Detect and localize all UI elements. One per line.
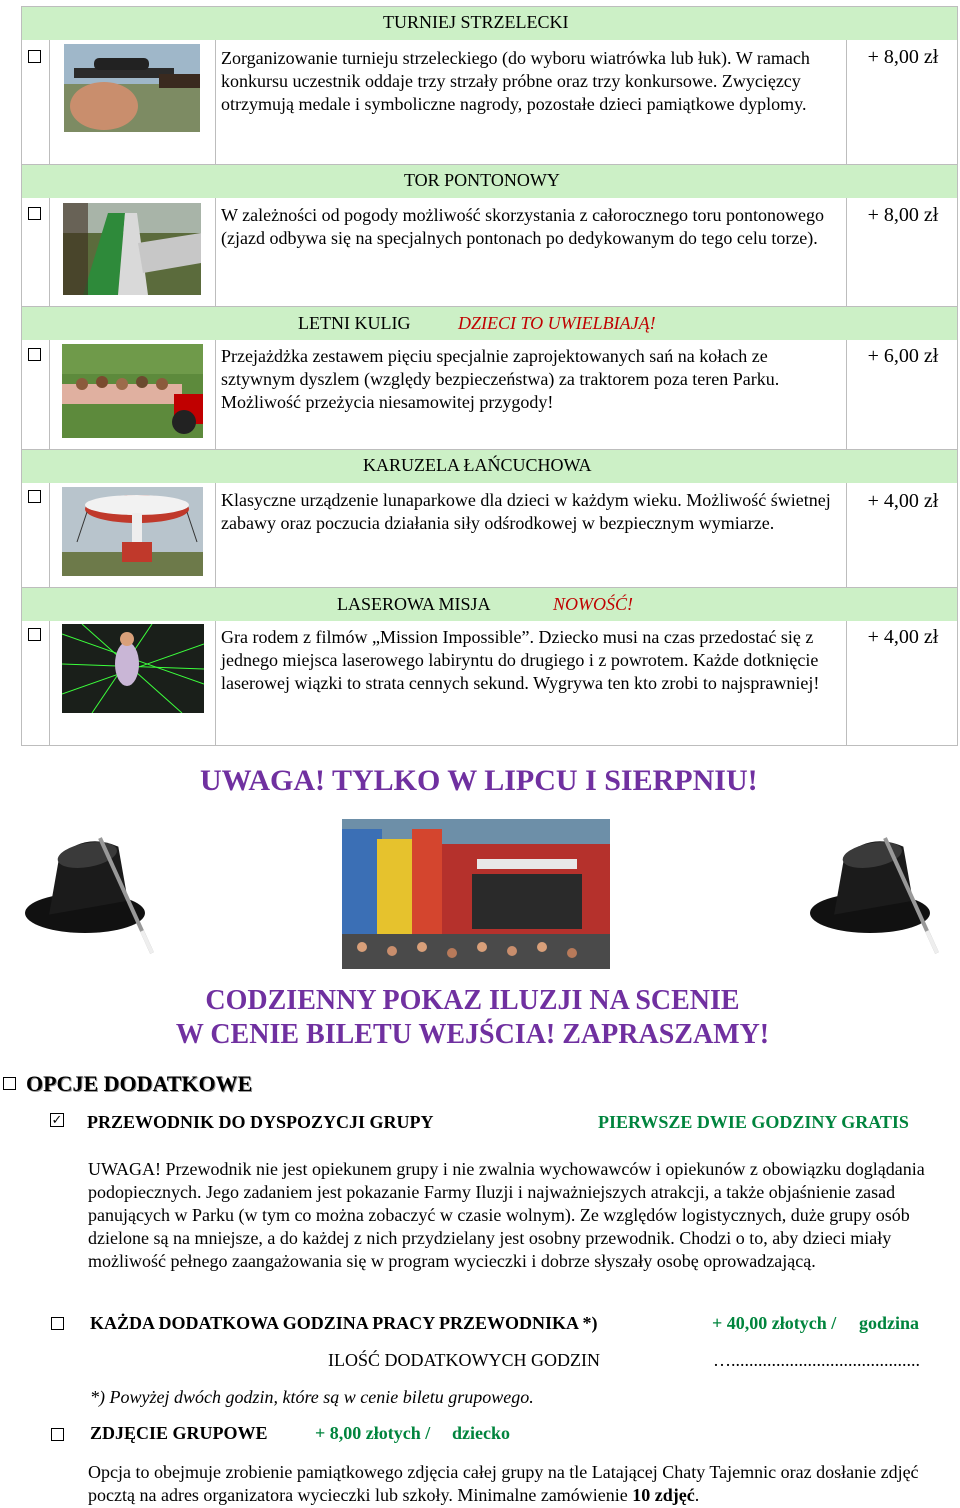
activity-price: + 8,00 zł (867, 204, 939, 226)
chain-carousel-photo (62, 487, 203, 576)
activity-title: TURNIEJ STRZELECKI (383, 12, 569, 32)
activity-checkbox[interactable] (28, 628, 41, 641)
options-checkbox[interactable] (3, 1077, 16, 1090)
guide-checkbox-checked[interactable]: ✓ (51, 1112, 63, 1127)
activity-price: + 4,00 zł (867, 490, 939, 512)
activity-checkbox[interactable] (28, 207, 41, 220)
hours-count-input[interactable]: ….......................................... (713, 1350, 920, 1370)
magic-show-line2: W CENIE BILETU WEJŚCIA! ZAPRASZAMY! (175, 1019, 770, 1050)
group-photo-note (88, 1461, 933, 1507)
group-photo-note-text: Opcja to obejmuje zrobienie pamiątkowego zdjęcia całej grupy na tle Latającej Chaty Tajemnic oraz dosłanie zdjęć pocztą na adres organizatora wycieczki lub szkoły. Minimalne zamówienie (88, 1462, 919, 1505)
shooting-photo (64, 44, 200, 132)
extra-hour-price: + 40,00 złotych / (712, 1313, 837, 1333)
extra-hour-label: KAŻDA DODATKOWA GODZINA PRACY PRZEWODNIKA *) (90, 1313, 598, 1333)
activity-checkbox[interactable] (28, 490, 41, 503)
guide-free-hours: PIERWSZE DWIE GODZINY GRATIS (598, 1112, 909, 1132)
activity-price: + 8,00 zł (867, 46, 939, 68)
activity-description: Klasyczne urządzenie lunaparkowe dla dzieci w każdym wieku. Możliwość świetnej zabawy oraz poczucia działania siły odśrodkowej w bezpiecznym wymiarze. (221, 490, 831, 533)
stage-show-photo (342, 819, 610, 969)
activity-checkbox[interactable] (28, 50, 41, 63)
sleigh-ride-photo (62, 344, 203, 438)
activity-title: KARUZELA ŁAŃCUCHOWA (363, 455, 592, 475)
group-photo-min-order: 10 zdjęć (632, 1485, 695, 1505)
activity-description: Zorganizowanie turnieju strzeleckiego (do wyboru wiatrówka lub łuk). W ramach konkursu uczestnik oddaje trzy strzały próbne oraz trzy konkursowe. Zwycięzcy otrzymują medale i symboliczne nagrody, pozostałe dzieci pamiątkowe dyplomy. (221, 48, 810, 114)
hours-count-label: ILOŚĆ DODATKOWYCH GODZIN (328, 1350, 600, 1370)
magic-hat-right-image (805, 828, 945, 958)
magic-show-heading (0, 984, 945, 1052)
activity-title: LASEROWA MISJA (337, 594, 491, 614)
extra-hour-checkbox[interactable] (51, 1317, 64, 1330)
magic-hat-left-image (20, 828, 160, 958)
options-heading: OPCJE DODATKOWE (26, 1071, 253, 1096)
group-photo-price: + 8,00 złotych / (315, 1423, 431, 1443)
guide-label: PRZEWODNIK DO DYSPOZYCJI GRUPY (87, 1112, 434, 1132)
extra-hour-unit: godzina (859, 1313, 920, 1333)
activity-checkbox[interactable] (28, 348, 41, 361)
activity-description: Gra rodem z filmów „Mission Impossible”. Dziecko musi na czas przedostać się z jednego miejsca laserowego labiryntu do drugiego i z powrotem. Każde dotknięcie laserowej wiązki to strata cennych sekund. Wygrywa ten kto zrobi to najsprawniej! (221, 627, 820, 693)
activity-tag: NOWOŚĆ! (553, 594, 633, 614)
activity-description: Przejażdżka zestawem pięciu specjalnie zaprojektowanych sań na kołach ze sztywnym dyszlem (względy bezpieczeństwa) za traktorem poza teren Parku. Możliwość przeżycia niesamowitej przygody! (221, 346, 780, 412)
pontoon-track-photo (63, 203, 201, 295)
activity-title: LETNI KULIG (298, 313, 411, 333)
activity-price: + 4,00 zł (867, 626, 939, 648)
group-photo-unit: dziecko (452, 1423, 510, 1443)
activity-description: W zależności od pogody możliwość skorzystania z całorocznego toru pontonowego (zjazd odbywa się na specjalnych pontonach po dedykowanym do tego celu torze). (221, 205, 824, 248)
summer-only-notice: UWAGA! TYLKO W LIPCU I SIERPNIU! (200, 764, 758, 797)
activity-tag: DZIECI TO UWIELBIAJĄ! (458, 313, 656, 333)
group-photo-note-end: . (694, 1485, 700, 1505)
group-photo-checkbox[interactable] (51, 1428, 64, 1441)
laser-maze-photo (62, 624, 204, 713)
magic-show-line1: CODZIENNY POKAZ ILUZJI NA SCENIE (205, 985, 740, 1016)
footnote: *) Powyżej dwóch godzin, które są w cenie biletu grupowego. (90, 1387, 534, 1407)
activity-title: TOR PONTONOWY (404, 170, 560, 190)
group-photo-label: ZDJĘCIE GRUPOWE (90, 1423, 268, 1443)
activity-price: + 6,00 zł (867, 345, 939, 367)
guide-note: UWAGA! Przewodnik nie jest opiekunem grupy i nie zwalnia wychowawców i opiekunów z obowiązku doglądania podopiecznych. Jego zadaniem jest pokazanie Farmy Iluzji i najważniejszych atrakcji, a także objaśnienie zasad panujących w Parku (w tym co można zobaczyć w czasie wolnym). Ze względów logistycznych, duże grupy osób dzielone są na mniejsze, a do każdej z nich przydzielany jest osobny przewodnik. Chodzi o to, aby dzieci miały możliwość pełnego zaangażowania się w program wycieczki i dobrze słyszały osobę oprowadzającą. (88, 1159, 925, 1271)
